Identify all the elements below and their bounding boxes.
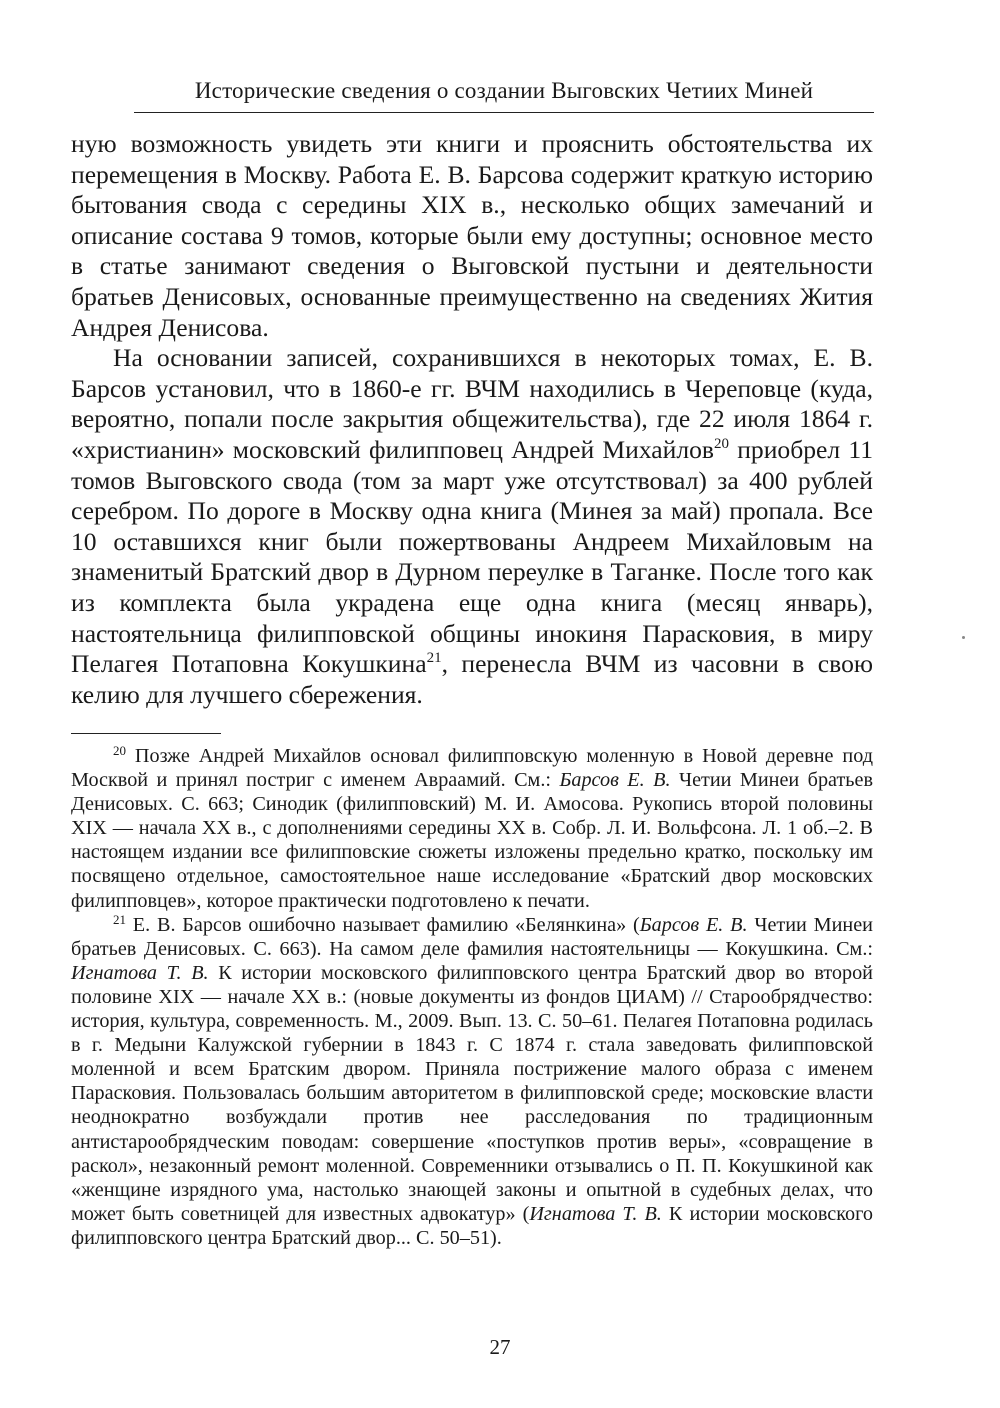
footnote-20-author: Барсов Е. В. <box>559 769 671 792</box>
footnote-21-author-b: Игнатова Т. В. <box>71 961 209 984</box>
footnote-number: 21 <box>113 911 126 927</box>
footnote-number: 20 <box>113 743 126 758</box>
paragraph-2-part-c: , перенесла ВЧМ из часовни в свою келию для лучшего сбережения. <box>71 649 873 709</box>
header-rule <box>134 112 874 113</box>
scan-speck <box>962 636 965 639</box>
paragraph-1: ную возможность увидеть эти книги и прояснить обстоятельства их перемещения в Москву. Работа Е. В. Барсова содержит краткую историю бытования свода с середины XIX в., несколько общих замечаний и описание состава 9 томов, которые были ему доступны; основное место в статье занимают сведения о Выговской пустыни и деятельности братьев Денисовых, основанные преимущественно на сведениях Жития Андрея Денисова. <box>71 129 873 342</box>
page-number: 27 <box>489 1335 511 1359</box>
footnote-separator <box>71 733 221 734</box>
footnote-ref-20[interactable]: 20 <box>714 435 730 452</box>
footnotes <box>71 744 873 1250</box>
running-head: Исторические сведения о создании Выговских Четиих Миней <box>194 78 814 103</box>
paragraph-2-part-a: На основании записей, сохранившихся в некоторых томах, Е. В. Барсов установил, что в 1860-е гг. ВЧМ находились в Череповце (куда, вероятно, попали после закрытия общежительства), где 22 июля 1864 г. «христианин» московский филипповец Андрей Михайлов <box>71 343 873 464</box>
footnote-ref-21[interactable]: 21 <box>426 650 442 667</box>
main-text <box>71 129 873 710</box>
footnote-21-text-a: Е. В. Барсов ошибочно называет фамилию «Белянкина» ( <box>126 913 640 936</box>
footnote-21-text-c: К истории московского филипповского центра Братский двор во второй половине XIX — начале XX в.: (новые документы из фондов ЦИАМ) // Старообрядчество: история, культура, современность. М., 2009. Вып. 13. С. 50–61. Пелагея Потаповна родилась в г. Медыни Калужской губернии в 1843 г. С 1874 г. стала заведовать филипповской моленной и всем Братским двором. Приняла пострижение малого образа с именем Парасковия. Пользовалась большим авторитетом в филипповской среде; московские власти неоднократно возбуждали против нее расследования по традиционным антистарообрядческим поводам: совершение «поступков против веры», «совращение в раскол», незаконный ремонт моленной. Современники отзывались о П. П. Кокушкиной как «женщине изрядного ума, настолько знающей законы и опытной в судебных делах, что может быть советницей для известных адвокатур» ( <box>71 961 873 1225</box>
footnote-21-author-a: Барсов Е. В. <box>639 913 748 936</box>
paragraph-2 <box>71 343 873 710</box>
footnote-21-text-b: Четии Минеи братьев Денисовых. С. 663). На самом деле фамилия настоятельницы — Кокушкина. См.: <box>71 913 873 960</box>
footnote-20-text-a: Позже Андрей Михайлов основал филипповскую моленную в Новой деревне под Москвой и принял постриг с именем Авраамий. См.: <box>71 745 873 792</box>
paragraph-2-part-b: приобрел 11 томов Выговского свода (том за март уже отсутствовал) за 400 рублей серебром. По дороге в Москву одна книга (Минея за май) пропала. Все 10 оставшихся книг были пожертвованы Андреем Михайловым на знаменитый Братский двор в Дурном переулке в Таганке. После того как из комплекта была украдена еще одна книга (месяц январь), настоятельница филипповской общины инокиня Парасковия, в миру Пелагея Потаповна Кокушкина <box>71 434 873 679</box>
footnote-20 <box>71 744 873 913</box>
footnote-20-text-b: Четии Минеи братьев Денисовых. С. 663; Синодик (филипповский) М. И. Амосова. Рукопись второй половины XIX — начала XX в., с дополнениями середины XX в. Собр. Л. И. Вольфсона. Л. 1 об.–2. В настоящем издании все филипповские сюжеты изложены предельно кратко, поскольку им посвящено отдельное, самостоятельное наше исследование «Братский двор московских филипповцев», которое практически подготовлено к печати. <box>71 769 873 912</box>
footnote-21-text-d: К истории московского филипповского центра Братский двор... С. 50–51). <box>71 1202 873 1249</box>
footnote-21-author-c: Игнатова Т. В. <box>529 1202 662 1225</box>
footnote-21 <box>71 913 873 1250</box>
